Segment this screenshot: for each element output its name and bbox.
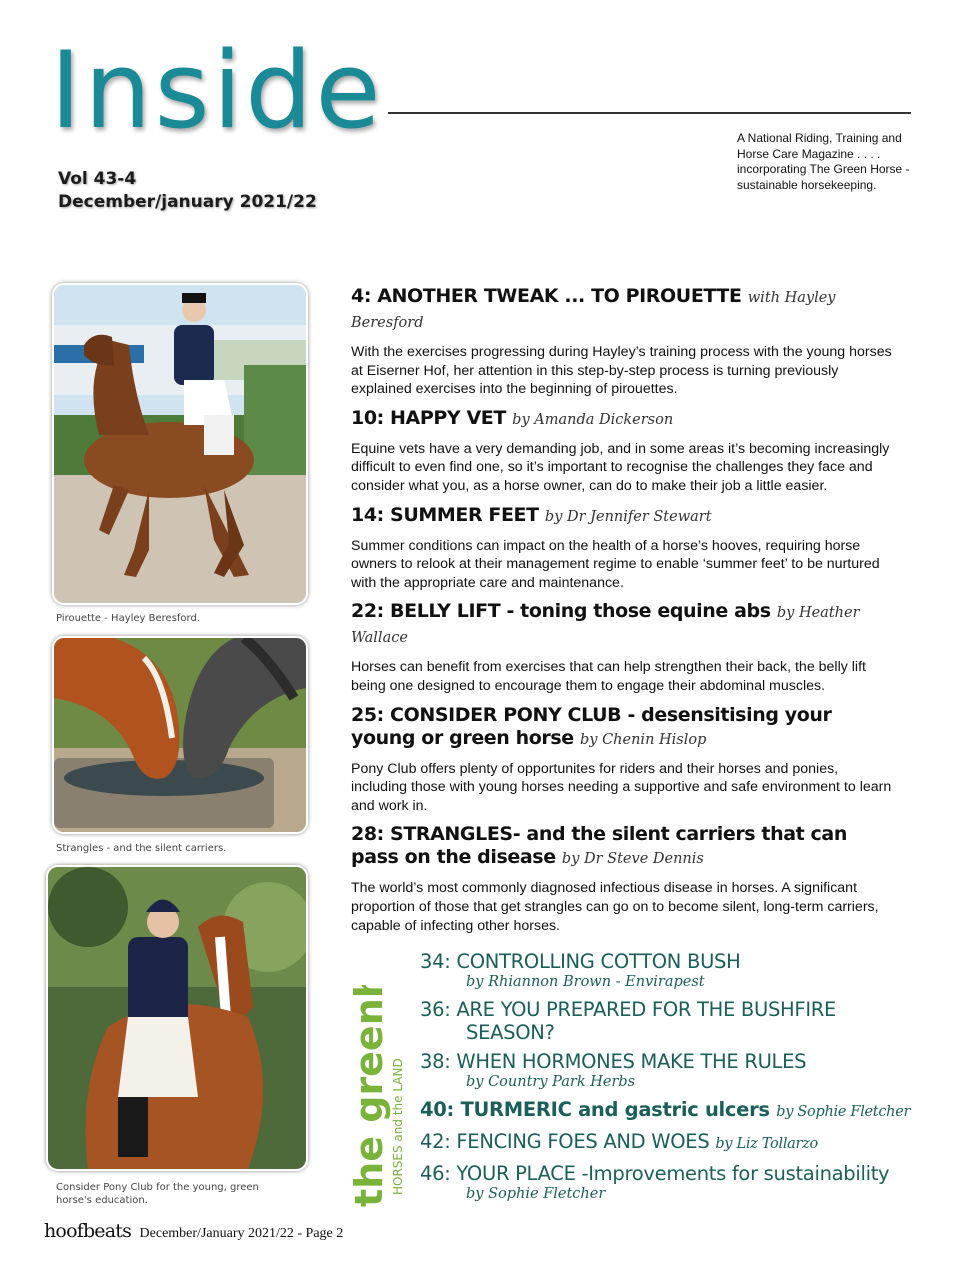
article-byline: by Chenin Hislop (580, 731, 707, 748)
greenhorse-logo-graphic (338, 985, 410, 1210)
article-title[interactable]: 22: BELLY LIFT - toning those equine abs by Heather Wallace (351, 600, 860, 647)
greenhorse-title[interactable] (420, 998, 940, 1044)
greenhorse-byline: by Rhiannon Brown - Envirapest (466, 974, 705, 990)
article-title[interactable]: 4: ANOTHER TWEAK ... TO PIROUETTE with Hayley Beresford (351, 285, 836, 331)
article-byline: by Amanda Dickerson (512, 411, 674, 428)
greenhorse-item[interactable] (420, 1130, 940, 1156)
article-byline: by Heather Wallace (351, 605, 860, 647)
issue-info (58, 168, 317, 214)
strangles-image (54, 638, 306, 832)
pony-club-photo (46, 865, 308, 1171)
greenhorse-byline: by Liz Tollarzo (715, 1136, 818, 1152)
article-item[interactable] (351, 704, 896, 816)
pony-club-image (48, 867, 306, 1169)
article-item[interactable] (351, 407, 896, 496)
article-title[interactable]: 10: HAPPY VET by Amanda Dickerson (351, 406, 674, 429)
greenhorse-article-list (420, 950, 940, 1210)
page-title: Inside (50, 29, 384, 152)
article-summary: Pony Club offers plenty of opportunites for riders and their horses and ponies, including those with young horses needing a supportive and safe environment to learn and work in. (351, 760, 892, 814)
magazine-tagline: A National Riding, Training and Horse Care Magazine . . . . incorporating The Green Horse -sustainable horsekeeping. (737, 131, 910, 192)
photo-caption-pirouette: Pirouette - Hayley Beresford. (56, 613, 201, 624)
greenhorse-title[interactable]: 42: FENCING FOES AND WOES by Liz Tollarzo (420, 1130, 818, 1153)
photo-caption-pony-club: Consider Pony Club for the young, green horse's education. (56, 1182, 259, 1206)
greenhorse-title[interactable]: 34: CONTROLLING COTTON BUSH (420, 950, 741, 973)
article-item[interactable] (351, 823, 896, 935)
greenhorse-byline: by Country Park Herbs (466, 1074, 636, 1090)
article-byline: by Dr Jennifer Stewart (544, 508, 712, 525)
article-list (351, 285, 896, 943)
volume-number: Vol 43-4 (58, 169, 137, 189)
greenhorse-byline: by Sophie Fletcher (776, 1104, 911, 1120)
greenhorse-logo (338, 985, 410, 1210)
article-byline: with Hayley Beresford (351, 290, 836, 331)
greenhorse-item[interactable] (420, 950, 940, 992)
article-title[interactable]: 28: STRANGLES- and the silent carriers that can pass on the disease by Dr Steve Dennis (351, 823, 847, 869)
greenhorse-byline: by Sophie Fletcher (466, 1186, 606, 1202)
greenhorse-item[interactable] (420, 1050, 940, 1092)
article-byline: by Dr Steve Dennis (561, 851, 704, 868)
article-item[interactable] (351, 600, 896, 695)
article-title[interactable]: 25: CONSIDER PONY CLUB - desensitising your young or green horse by Chenin Hislop (351, 703, 832, 749)
greenhorse-title-line1: 36: ARE YOU PREPARED FOR THE BUSHFIRE (420, 998, 837, 1021)
article-summary: With the exercises progressing during Hayley’s training process with the young horses at Eiserner Hof, her attention in this step-by-step process is turning previously explained exercises into the beginning of pirouettes. (351, 344, 892, 398)
logo-main-text: the greenhorse (347, 985, 391, 1207)
footer-page-info: December/January 2021/22 - Page 2 (139, 1226, 344, 1241)
greenhorse-title-line2: SEASON? (466, 1021, 555, 1044)
footer-brand: hoofbeats (44, 1220, 132, 1242)
pirouette-photo (52, 283, 308, 605)
greenhorse-title[interactable]: 38: WHEN HORMONES MAKE THE RULES (420, 1050, 807, 1073)
article-item[interactable] (351, 504, 896, 593)
article-summary: Horses can benefit from exercises that can help strengthen their back, the belly lift being one designed to encourage them to engage their abdominal muscles. (351, 659, 866, 694)
issue-date: December/january 2021/22 (58, 192, 317, 212)
article-title[interactable]: 14: SUMMER FEET by Dr Jennifer Stewart (351, 503, 712, 526)
page-footer (44, 1220, 343, 1242)
header-rule (388, 112, 911, 114)
article-summary: The world’s most commonly diagnosed infectious disease in horses. A significant proportion of those that get strangles can go on to become silent, long-term carriers, capable of infecting other horses. (351, 880, 879, 934)
article-item[interactable] (351, 285, 896, 399)
article-summary: Summer conditions can impact on the health of a horse’s hooves, requiring horse owners to relook at their management regime to enable ‘summer feet’ to be nurtured with the appropriate care and maintenance. (351, 537, 880, 591)
article-summary: Equine vets have a very demanding job, and in some areas it’s becoming increasingly difficult to even find one, so it’s important to recognise the challenges they face and consider what you, as a horse owner, can do to make their job a little easier. (351, 440, 890, 494)
greenhorse-item[interactable] (420, 998, 940, 1044)
greenhorse-item[interactable] (420, 1098, 940, 1124)
logo-sub-text: HORSES and the LAND (391, 1058, 405, 1195)
strangles-photo (52, 636, 308, 834)
greenhorse-title[interactable]: 40: TURMERIC and gastric ulcers by Sophie Fletcher (420, 1098, 911, 1121)
photo-caption-strangles: Strangles - and the silent carriers. (56, 843, 227, 854)
greenhorse-item[interactable] (420, 1162, 940, 1204)
greenhorse-title[interactable]: 46: YOUR PLACE -Improvements for sustainability (420, 1162, 890, 1185)
pirouette-image (54, 285, 306, 603)
